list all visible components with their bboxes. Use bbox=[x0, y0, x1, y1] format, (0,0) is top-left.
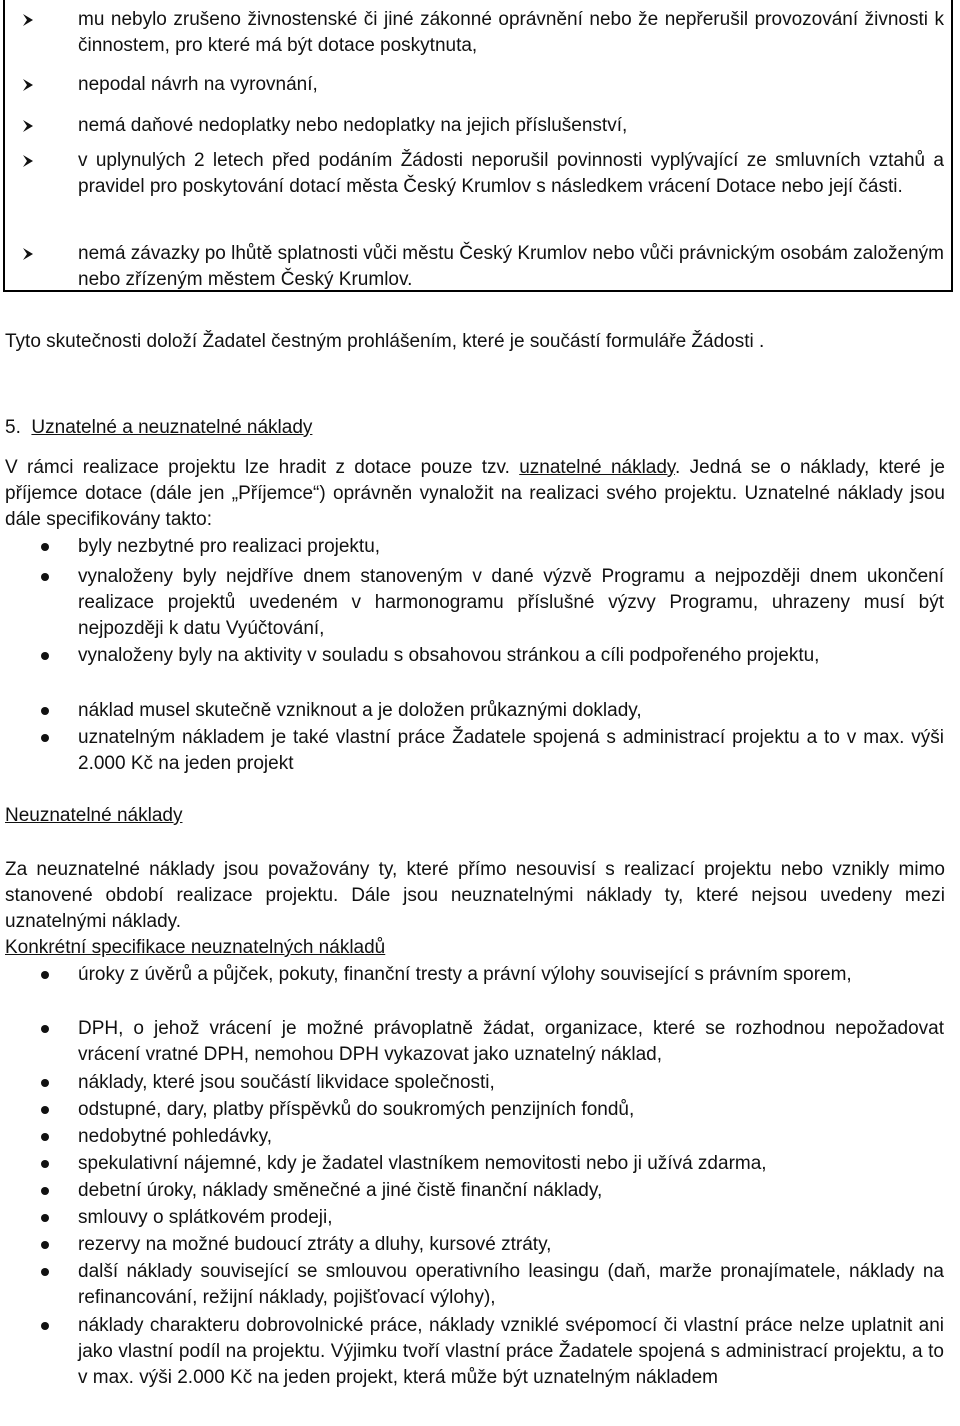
bullet-dot bbox=[41, 573, 49, 581]
list-item: náklad musel skutečně vzniknout a je doložen průkaznými doklady, bbox=[78, 700, 642, 721]
arrow-bullet-icon bbox=[20, 118, 36, 134]
arrow-bullet-icon bbox=[20, 246, 36, 262]
arrow-bullet-icon bbox=[20, 153, 36, 169]
bullet-dot bbox=[41, 1133, 49, 1141]
intro-text-before: V rámci realizace projektu lze hradit z dotace pouze tzv. bbox=[5, 457, 510, 478]
section-title: Uznatelné a neuznatelné náklady bbox=[31, 417, 313, 438]
ineligible-paragraph: Za neuznatelné náklady jsou považovány ty, které přímo nesouvisí s realizací projektu nebo vznikly mimo stanovené období realizace projektu. Dále jsou neuznatelnými náklady ty, které nejsou uvedeny mezi uznatelnými náklady. bbox=[5, 859, 945, 932]
bullet-dot bbox=[41, 707, 49, 715]
list-item: spekulativní nájemné, kdy je žadatel vlastníkem nemovitosti nebo ji užívá zdarma, bbox=[78, 1153, 767, 1174]
box-item-text: nemá závazky po lhůtě splatnosti vůči městu Český Krumlov nebo vůči právnickým osobám založeným nebo zřízeným městem Český Krumlov. bbox=[78, 243, 944, 290]
bullet-dot bbox=[41, 1322, 49, 1330]
list-item: náklady, které jsou součástí likvidace společnosti, bbox=[78, 1072, 495, 1093]
subsection-heading: Neuznatelné náklady bbox=[5, 805, 183, 826]
section-intro bbox=[5, 455, 945, 533]
section-heading bbox=[5, 415, 312, 441]
bullet-dot bbox=[41, 1268, 49, 1276]
box-item-text: nepodal návrh na vyrovnání, bbox=[78, 74, 318, 95]
bullet-dot bbox=[41, 1106, 49, 1114]
bullet-dot bbox=[41, 1160, 49, 1168]
bullet-dot bbox=[41, 734, 49, 742]
list-item: rezervy na možné budoucí ztráty a dluhy, kursové ztráty, bbox=[78, 1234, 552, 1255]
arrow-bullet-icon bbox=[20, 12, 36, 28]
list-item: vynaloženy byly nejdříve dnem stanoveným v dané výzvě Programu a nejpozději dnem ukončení realizace projektů uvedeném v harmonogramu příslušné výzvy Programu, uhrazeny musí být nejpozději k datu Vyúčtování, bbox=[78, 566, 944, 639]
section-number: 5. bbox=[5, 417, 21, 438]
spec-heading: Konkrétní specifikace neuznatelných nákladů bbox=[5, 937, 386, 958]
list-item: úroky z úvěrů a půjček, pokuty, finanční tresty a právní výlohy související s právním sporem, bbox=[78, 964, 852, 985]
bullet-dot bbox=[41, 1214, 49, 1222]
bullet-dot bbox=[41, 971, 49, 979]
list-item: vynaloženy byly na aktivity v souladu s obsahovou stránkou a cíli podpořeného projektu, bbox=[78, 645, 820, 666]
list-item: debetní úroky, náklady směnečné a jiné čistě finanční náklady, bbox=[78, 1180, 603, 1201]
list-item: odstupné, dary, platby příspěvků do soukromých penzijních fondů, bbox=[78, 1099, 635, 1120]
list-item: DPH, o jehož vrácení je možné právoplatně žádat, organizace, které se rozhodnou nepožadovat vrácení vratné DPH, nemohou DPH vykazovat jako uznatelný náklad, bbox=[78, 1018, 944, 1065]
list-item: uznatelným nákladem je také vlastní práce Žadatele spojená s administrací projektu a to v max. výši 2.000 Kč na jeden projekt bbox=[78, 727, 944, 774]
list-item: další náklady související se smlouvou operativního leasingu (daň, marže pronajímatele, náklady na refinancování, režijní náklady, pojišťovací výlohy), bbox=[78, 1261, 944, 1308]
list-item: náklady charakteru dobrovolnické práce, náklady vzniklé svépomocí či vlastní práce nelze uplatnit ani jako vlastní podíl na projektu. Výjimku tvoří vlastní práce Žadatele spojená s administrací projektu, a to v max. výši 2.000 Kč na jeden projekt, která může být uznatelným nákladem bbox=[78, 1315, 944, 1388]
bullet-dot bbox=[41, 1025, 49, 1033]
declaration-text: Tyto skutečnosti doloží Žadatel čestným prohlášením, které je součástí formuláře Žádosti . bbox=[5, 331, 765, 352]
bullet-dot bbox=[41, 1187, 49, 1195]
list-item: nedobytné pohledávky, bbox=[78, 1126, 273, 1147]
bullet-dot bbox=[41, 652, 49, 660]
box-item-text: v uplynulých 2 letech před podáním Žádosti neporušil povinnosti vyplývající ze smluvních vztahů a pravidel pro poskytování dotací města Český Krumlov s následkem vrácení Dotace nebo její části. bbox=[78, 150, 944, 197]
arrow-bullet-icon bbox=[20, 77, 36, 93]
intro-text-after: . Jedná se o náklady, které je příjemce dotace (dále jen „Příjemce“) oprávněn vynaložit na realizaci svého projektu. Uznatelné náklady jsou dále specifikovány takto: bbox=[5, 457, 946, 530]
intro-link-text: uznatelné náklady bbox=[519, 457, 676, 478]
list-item: smlouvy o splátkovém prodeji, bbox=[78, 1207, 333, 1228]
bullet-dot bbox=[41, 1241, 49, 1249]
bullet-dot bbox=[41, 543, 49, 551]
box-item-text: mu nebylo zrušeno živnostenské či jiné zákonné oprávnění nebo že nepřerušil provozování živnosti k činnostem, pro které má být dotace poskytnuta, bbox=[78, 9, 944, 56]
box-item-text: nemá daňové nedoplatky nebo nedoplatky na jejich příslušenství, bbox=[78, 115, 628, 136]
bullet-dot bbox=[41, 1079, 49, 1087]
list-item: byly nezbytné pro realizaci projektu, bbox=[78, 536, 381, 557]
